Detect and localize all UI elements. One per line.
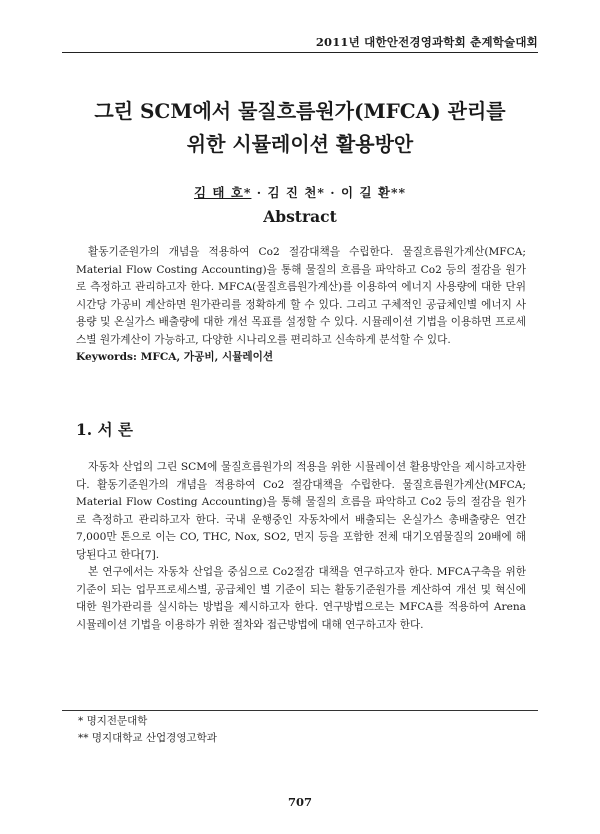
footnote-affiliation-1: * 명지전문대학 <box>78 715 148 727</box>
first-author: 김 태 호* <box>193 185 252 200</box>
paper-title <box>62 95 538 161</box>
author-list <box>62 183 538 201</box>
body-paragraph-1: 자동차 산업의 그린 SCM에 물질흐름원가의 적용을 위한 시뮬레이션 활용방안을 제시하고자한다. 활동기준원가의 개념을 적용하여 Co2 절감대책을 수립한다. 물질흐름원가계산(MFCA; Material Flow Costing Accounting)을 통해 물질의 흐름을 파악하고 Co2 등의 절감을 원가로 측정하고 관리하고자 한다. 국내 운행중인 자동차에서 배출되는 온실가스 총배출량은 연간 7,000만 톤으로 이는 CO, THC, Nox, SO2, 먼지 등을 포함한 전체 대기오염물질의 20배에 해당된다고 한다[7]. <box>76 461 526 561</box>
footnote-affiliation-2: ** 명지대학교 산업경영고학과 <box>78 732 217 744</box>
section-body <box>76 459 526 634</box>
abstract-heading: Abstract <box>263 207 337 226</box>
footnote-rule <box>62 710 538 711</box>
header-rule <box>62 52 538 53</box>
section-heading: 1. 서 론 <box>76 420 133 439</box>
body-paragraph-2: 본 연구에서는 자동차 산업을 중심으로 Co2절감 대책을 연구하고자 한다. MFCA구축을 위한 기준이 되는 업무프로세스별, 공급체인 별 기준이 되는 활동기준원가를 계산하여 개선 및 혁신에 대한 원가관리를 실시하는 방법을 제시하고자 한다. 연구방법으로는 MFCA를 적용하여 Arena 시뮬레이션 기법을 이용하가 위한 절차와 접근방법에 대해 연구하고자 한다. <box>76 566 526 631</box>
other-authors: · 김 진 천* · 이 길 환** <box>251 185 407 200</box>
keywords: Keywords: MFCA, 가공비, 시뮬레이션 <box>76 351 274 363</box>
abstract-text: 활동기준원가의 개념을 적용하여 Co2 절감대책을 수립한다. 물질흐름원가계산(MFCA; Material Flow Costing Accounting)을 통해 물질의 흐름을 파악하고 Co2 등의 절감을 원가로 측정하고 관리하고자 한다. MFCA(물질흐름원가계산)를 이용하여 에너지 사용량에 대한 단위시간당 가공비 계산하면 원가관리를 정확하게 할 수 있다. 그리고 구체적인 공급체인별 에너지 사용량 및 온실가스 배출량에 대한 개선 목표를 설정할 수 있다. 시뮬레이션 기법을 이용하면 프로세스별 원가계산이 가능하고, 다양한 시나리오를 편리하고 신속하게 분석할 수 있다. <box>76 246 526 346</box>
abstract-body <box>76 244 526 367</box>
conference-header: 2011년 대한안전경영과학회 춘계학술대회 <box>315 35 538 49</box>
title-line-2: 위한 시뮬레이션 활용방안 <box>186 132 414 156</box>
title-line-1: 그린 SCM에서 물질흐름원가(MFCA) 관리를 <box>94 99 506 123</box>
page-number: 707 <box>287 795 312 809</box>
